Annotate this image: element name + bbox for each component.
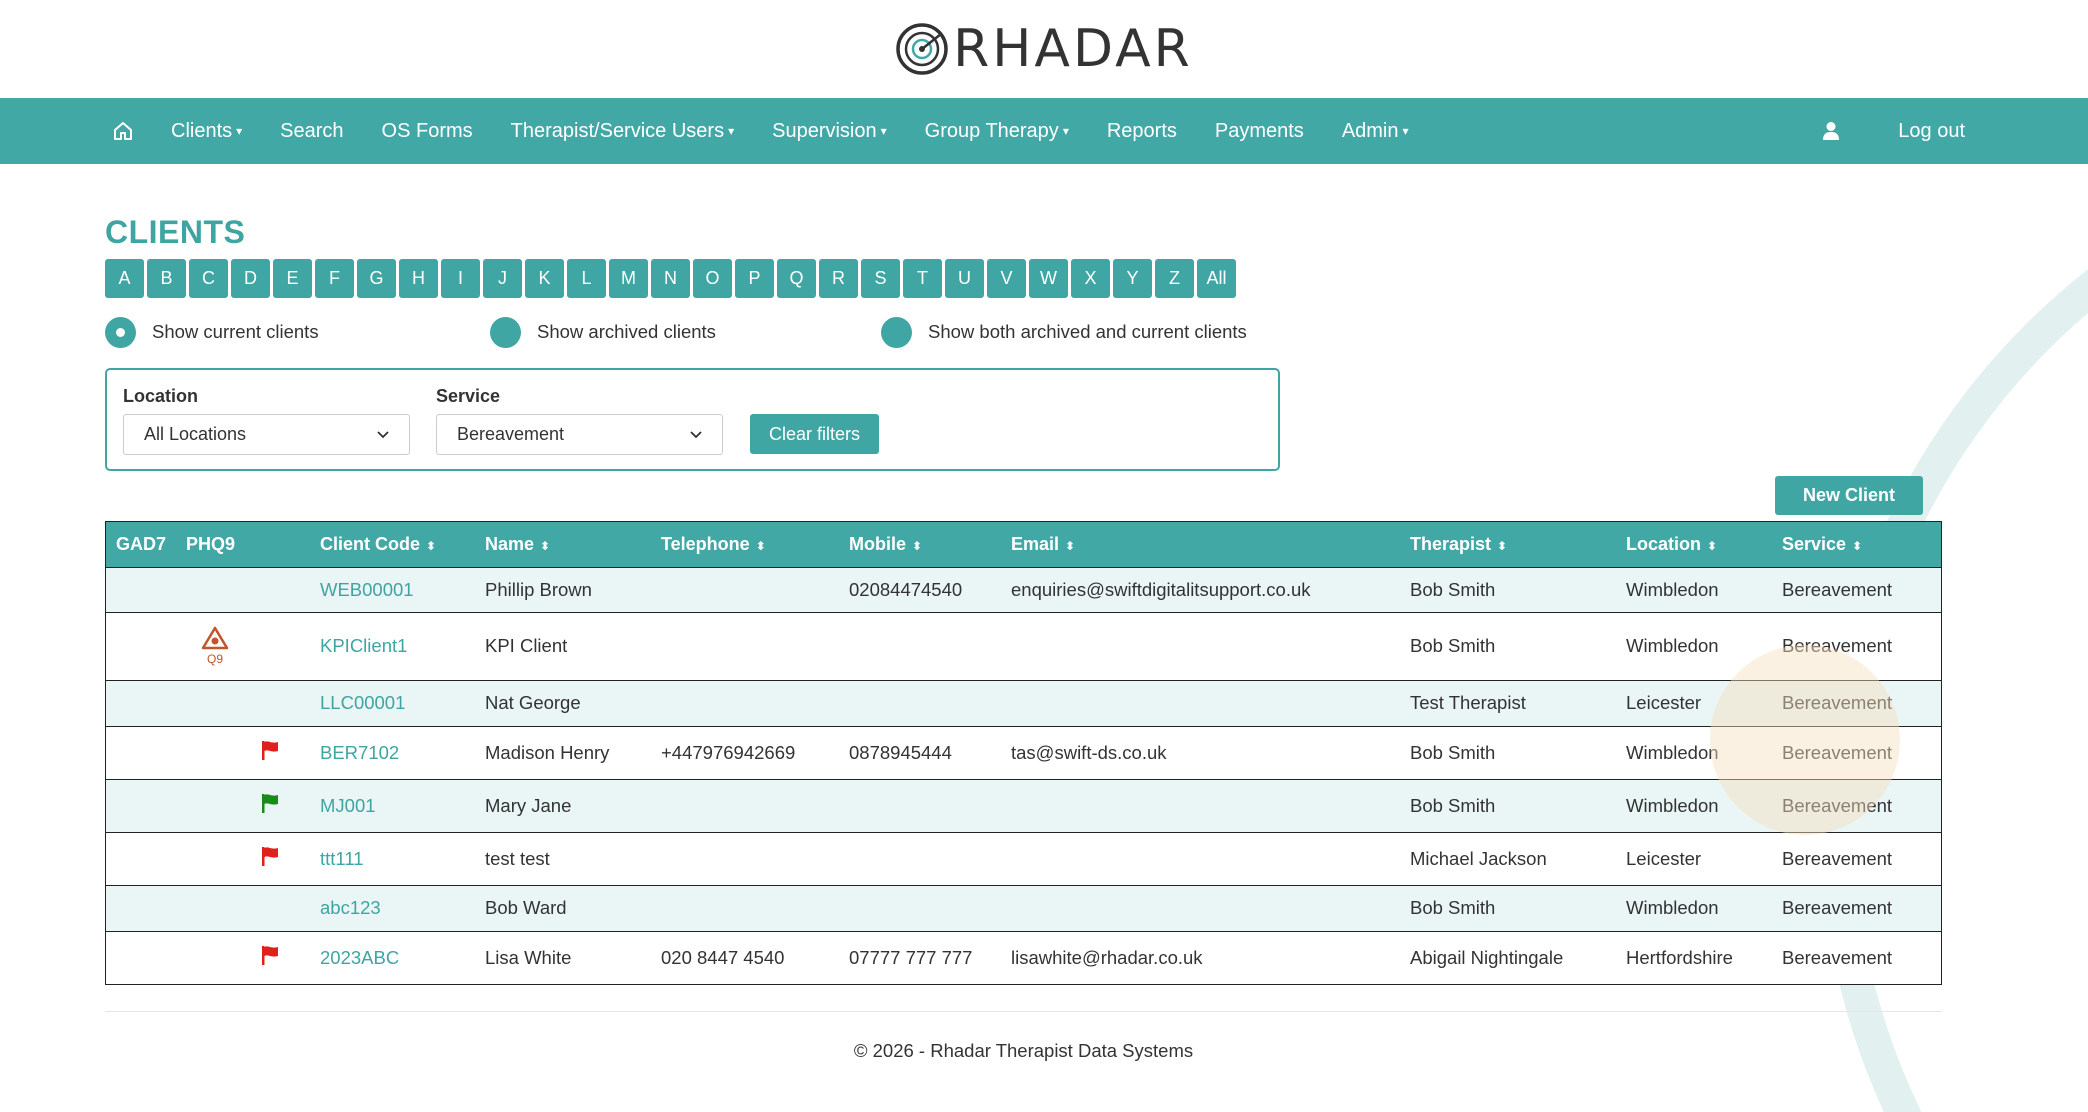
mobile-cell: 02084474540 — [849, 567, 1011, 612]
red-flag[interactable] — [259, 944, 281, 966]
client-code-link[interactable]: MJ001 — [320, 794, 376, 816]
letter-filter-f[interactable]: F — [315, 259, 354, 298]
client-code-cell — [320, 680, 485, 726]
email-cell — [1011, 779, 1410, 832]
nav-therapist-service-users[interactable] — [492, 120, 753, 143]
letter-filter-z[interactable]: Z — [1155, 259, 1194, 298]
location-cell: Wimbledon — [1626, 612, 1782, 680]
nav-payments-label: Payments — [1214, 119, 1304, 142]
service-cell: Bereavement — [1782, 612, 1941, 680]
table-body — [106, 567, 1941, 984]
email-cell — [1011, 612, 1410, 680]
therapist-cell: Bob Smith — [1410, 885, 1626, 931]
email-cell — [1011, 680, 1410, 726]
logout-link[interactable]: Log out — [1898, 119, 1965, 142]
header-phq9-label: PHQ9 — [186, 533, 236, 554]
client-code-link[interactable]: BER7102 — [320, 741, 400, 763]
radio-archived-clients[interactable] — [490, 317, 881, 348]
header-therapist-label: Therapist — [1410, 533, 1492, 554]
phq9-q9-label: Q9 — [206, 652, 223, 666]
header-name-label: Name — [485, 533, 535, 554]
chevron-down-icon: ▾ — [880, 124, 887, 138]
name-cell: Lisa White — [485, 931, 661, 984]
service-cell: Bereavement — [1782, 885, 1941, 931]
location-select-value: All Locations — [144, 424, 247, 444]
letter-filter-e[interactable]: E — [273, 259, 312, 298]
radio-button[interactable] — [105, 317, 136, 348]
table-row[interactable] — [106, 832, 1941, 885]
nav-payments[interactable] — [1196, 120, 1323, 143]
name-cell: KPI Client — [485, 612, 661, 680]
nav-os-forms-label: OS Forms — [381, 119, 473, 142]
location-cell: Leicester — [1626, 832, 1782, 885]
header-service[interactable] — [1782, 522, 1941, 567]
letter-filter-s[interactable]: S — [861, 259, 900, 298]
letter-filter-n[interactable]: N — [651, 259, 690, 298]
header-client-code[interactable] — [320, 522, 485, 567]
brand-name: RHADAR — [953, 19, 1193, 79]
client-code-link[interactable]: KPIClient1 — [320, 635, 408, 656]
letter-filter-all[interactable]: All — [1197, 259, 1236, 298]
letter-filter-y[interactable]: Y — [1113, 259, 1152, 298]
location-cell: Leicester — [1626, 680, 1782, 726]
nav-search[interactable] — [261, 120, 362, 143]
letter-filter-i[interactable]: I — [441, 259, 480, 298]
phq9-cell — [186, 931, 320, 984]
alphabet-filter — [105, 259, 2088, 298]
service-cell: Bereavement — [1782, 680, 1941, 726]
therapist-cell: Michael Jackson — [1410, 832, 1626, 885]
nav-menu — [108, 120, 1428, 143]
client-code-link[interactable]: WEB00001 — [320, 578, 414, 600]
home-icon — [112, 120, 134, 142]
main-navbar — [0, 98, 2088, 164]
header-name[interactable] — [485, 522, 661, 567]
mobile-cell — [849, 680, 1011, 726]
radio-button[interactable] — [490, 317, 521, 348]
letter-filter-j[interactable]: J — [483, 259, 522, 298]
email-cell — [1011, 885, 1410, 931]
gad7-cell — [106, 567, 186, 612]
telephone-cell — [661, 612, 849, 680]
footer-divider — [105, 1011, 1942, 1012]
header-telephone-label: Telephone — [661, 533, 750, 554]
name-cell: Madison Henry — [485, 726, 661, 779]
chevron-down-icon — [377, 431, 389, 439]
nav-reports[interactable] — [1088, 120, 1196, 143]
nav-search-label: Search — [280, 119, 344, 142]
radio-label: Show current clients — [152, 321, 319, 342]
service-cell: Bereavement — [1782, 726, 1941, 779]
header-code-label: Client Code — [320, 533, 421, 554]
new-client-button[interactable]: New Client — [1775, 476, 1923, 515]
nav-admin[interactable] — [1323, 120, 1428, 143]
red-flag[interactable] — [259, 739, 281, 761]
email-cell: enquiries@swiftdigitalitsupport.co.uk — [1011, 567, 1410, 612]
letter-filter-a[interactable]: A — [105, 259, 144, 298]
nav-reports-label: Reports — [1106, 119, 1177, 142]
name-cell: Nat George — [485, 680, 661, 726]
header-mobile-label: Mobile — [849, 533, 906, 554]
telephone-cell — [661, 779, 849, 832]
sort-icon: ⬍ — [912, 538, 923, 553]
letter-filter-b[interactable]: B — [147, 259, 186, 298]
email-cell: lisawhite@rhadar.co.uk — [1011, 931, 1410, 984]
letter-filter-w[interactable]: W — [1029, 259, 1068, 298]
therapist-cell: Bob Smith — [1410, 779, 1626, 832]
chevron-down-icon: ▾ — [1402, 124, 1409, 138]
sort-icon: ⬍ — [1065, 538, 1076, 553]
red-flag[interactable] — [259, 845, 281, 867]
nav-supervision[interactable] — [753, 120, 906, 143]
phq9-warning[interactable] — [198, 626, 232, 666]
client-code-link[interactable]: abc123 — [320, 897, 381, 918]
table-row[interactable] — [106, 931, 1941, 984]
mobile-cell — [849, 612, 1011, 680]
telephone-cell — [661, 680, 849, 726]
client-code-cell — [320, 885, 485, 931]
mobile-cell: 07777 777 777 — [849, 931, 1011, 984]
name-cell: Bob Ward — [485, 885, 661, 931]
location-select[interactable] — [123, 414, 410, 455]
mobile-cell — [849, 779, 1011, 832]
nav-therapist-label: Therapist/Service Users — [510, 119, 725, 142]
email-cell — [1011, 832, 1410, 885]
gad7-cell — [106, 612, 186, 680]
sort-icon: ⬍ — [1497, 538, 1508, 553]
name-cell: Phillip Brown — [485, 567, 661, 612]
phq9-cell — [186, 832, 320, 885]
nav-clients[interactable] — [152, 120, 261, 143]
service-cell: Bereavement — [1782, 832, 1941, 885]
gad7-cell — [106, 931, 186, 984]
table-row[interactable] — [106, 567, 1941, 612]
flag-icon — [259, 792, 281, 814]
user-icon — [1822, 121, 1840, 141]
phq9-cell — [186, 567, 320, 612]
header-phq9 — [186, 522, 320, 567]
letter-filter-l[interactable]: L — [567, 259, 606, 298]
flag-icon — [259, 739, 281, 761]
nav-group-therapy-label: Group Therapy — [924, 119, 1059, 142]
table-header-row — [106, 522, 1941, 567]
telephone-cell — [661, 567, 849, 612]
header-email-label: Email — [1011, 533, 1060, 554]
location-label: Location — [123, 386, 198, 406]
letter-filter-x[interactable]: X — [1071, 259, 1110, 298]
client-code-link[interactable]: 2023ABC — [320, 946, 400, 968]
therapist-cell: Bob Smith — [1410, 567, 1626, 612]
main-content — [0, 214, 2088, 1062]
sort-icon: ⬍ — [755, 538, 766, 553]
table-row[interactable] — [106, 680, 1941, 726]
therapist-cell: Bob Smith — [1410, 726, 1626, 779]
gad7-cell — [106, 726, 186, 779]
letter-filter-g[interactable]: G — [357, 259, 396, 298]
green-flag[interactable] — [259, 792, 281, 814]
nav-supervision-label: Supervision — [772, 119, 877, 142]
radar-logo-icon — [895, 22, 949, 76]
phq9-cell — [186, 726, 320, 779]
radio-label: Show both archived and current clients — [928, 321, 1247, 342]
clients-table — [105, 521, 1942, 985]
client-code-cell — [320, 612, 485, 680]
letter-filter-m[interactable]: M — [609, 259, 648, 298]
chevron-down-icon: ▾ — [236, 124, 243, 138]
telephone-cell — [661, 832, 849, 885]
service-select-value: Bereavement — [457, 424, 565, 444]
mobile-cell — [849, 832, 1011, 885]
header-gad7-label: GAD7 — [116, 533, 167, 554]
radio-both-clients[interactable] — [881, 317, 1247, 348]
radio-label: Show archived clients — [537, 321, 716, 342]
letter-filter-q[interactable]: Q — [777, 259, 816, 298]
filter-panel — [105, 368, 1280, 471]
therapist-cell: Abigail Nightingale — [1410, 931, 1626, 984]
nav-admin-label: Admin — [1341, 119, 1399, 142]
client-code-link[interactable]: LLC00001 — [320, 692, 406, 713]
gad7-cell — [106, 779, 186, 832]
chevron-down-icon: ▾ — [728, 124, 735, 138]
location-cell: Wimbledon — [1626, 885, 1782, 931]
letter-filter-r[interactable]: R — [819, 259, 858, 298]
header-email[interactable] — [1011, 522, 1410, 567]
client-code-link[interactable]: ttt111 — [320, 847, 364, 869]
letter-filter-u[interactable]: U — [945, 259, 984, 298]
therapist-cell: Test Therapist — [1410, 680, 1626, 726]
telephone-cell: 020 8447 4540 — [661, 931, 849, 984]
footer — [105, 1040, 1942, 1062]
clear-filters-button[interactable]: Clear filters — [750, 414, 879, 454]
nav-home[interactable] — [108, 120, 152, 142]
sort-icon: ⬍ — [1707, 538, 1718, 553]
sort-icon: ⬍ — [426, 538, 437, 553]
letter-filter-k[interactable]: K — [525, 259, 564, 298]
header-telephone[interactable] — [661, 522, 849, 567]
header-gad7 — [106, 522, 186, 567]
letter-filter-o[interactable]: O — [693, 259, 732, 298]
phq9-cell — [186, 779, 320, 832]
location-cell: Hertfordshire — [1626, 931, 1782, 984]
radio-selected-dot — [116, 328, 125, 337]
client-status-radio-group — [105, 316, 2088, 348]
letter-filter-v[interactable]: V — [987, 259, 1026, 298]
email-cell: tas@swift-ds.co.uk — [1011, 726, 1410, 779]
client-code-cell — [320, 567, 485, 612]
client-code-cell — [320, 931, 485, 984]
letter-filter-h[interactable]: H — [399, 259, 438, 298]
radio-button[interactable] — [881, 317, 912, 348]
telephone-cell — [661, 885, 849, 931]
header-location[interactable] — [1626, 522, 1782, 567]
table-row[interactable] — [106, 726, 1941, 779]
nav-group-therapy[interactable] — [906, 120, 1088, 143]
nav-os-forms[interactable] — [363, 120, 492, 143]
phq9-cell — [186, 612, 320, 680]
name-cell: Mary Jane — [485, 779, 661, 832]
location-cell: Wimbledon — [1626, 567, 1782, 612]
phq9-cell — [186, 680, 320, 726]
phq9-cell — [186, 885, 320, 931]
therapist-cell: Bob Smith — [1410, 612, 1626, 680]
header-therapist[interactable] — [1410, 522, 1626, 567]
copyright-text: © 2026 - Rhadar Therapist Data Systems — [853, 1040, 1194, 1061]
sort-icon: ⬍ — [540, 538, 551, 553]
letter-filter-c[interactable]: C — [189, 259, 228, 298]
telephone-cell: +447976942669 — [661, 726, 849, 779]
chevron-down-icon: ▾ — [1062, 124, 1069, 138]
header-mobile[interactable] — [849, 522, 1011, 567]
table-row[interactable] — [106, 779, 1941, 832]
service-cell: Bereavement — [1782, 567, 1941, 612]
header-location-label: Location — [1626, 533, 1701, 554]
nav-clients-label: Clients — [171, 119, 233, 142]
letter-filter-d[interactable]: D — [231, 259, 270, 298]
client-code-cell — [320, 726, 485, 779]
gad7-cell — [106, 832, 186, 885]
letter-filter-t[interactable]: T — [903, 259, 942, 298]
logo[interactable] — [895, 19, 1193, 79]
sort-icon: ⬍ — [1852, 538, 1863, 553]
nav-user-profile[interactable] — [1803, 121, 1859, 141]
client-code-cell — [320, 779, 485, 832]
warning-icon — [201, 626, 229, 650]
brand-header — [0, 0, 2088, 98]
header-service-label: Service — [1782, 533, 1847, 554]
name-cell: test test — [485, 832, 661, 885]
letter-filter-p[interactable]: P — [735, 259, 774, 298]
mobile-cell: 0878945444 — [849, 726, 1011, 779]
client-code-cell — [320, 832, 485, 885]
location-cell: Wimbledon — [1626, 779, 1782, 832]
location-cell: Wimbledon — [1626, 726, 1782, 779]
mobile-cell — [849, 885, 1011, 931]
service-select[interactable] — [436, 414, 723, 455]
gad7-cell — [106, 885, 186, 931]
flag-icon — [259, 845, 281, 867]
nav-account — [1803, 120, 1984, 143]
service-cell: Bereavement — [1782, 779, 1941, 832]
table-row[interactable] — [106, 612, 1941, 680]
service-label: Service — [436, 386, 501, 406]
radio-current-clients[interactable] — [105, 317, 490, 348]
flag-icon — [259, 944, 281, 966]
page-title: CLIENTS — [105, 214, 246, 250]
service-cell: Bereavement — [1782, 931, 1941, 984]
chevron-down-icon — [690, 431, 702, 439]
gad7-cell — [106, 680, 186, 726]
table-row[interactable] — [106, 885, 1941, 931]
